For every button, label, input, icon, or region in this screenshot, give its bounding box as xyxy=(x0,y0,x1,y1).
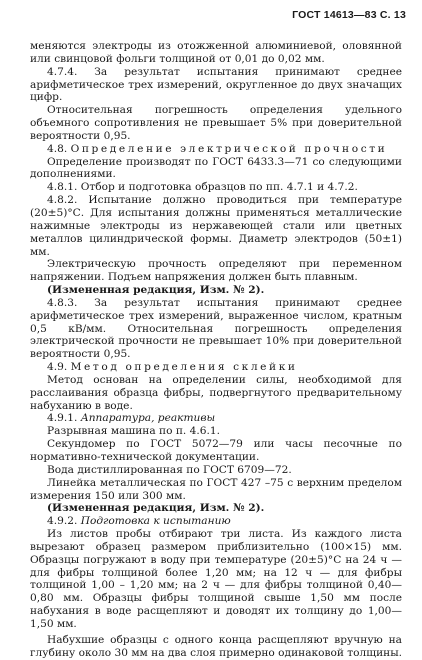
section-heading xyxy=(30,361,402,374)
paragraph: Метод основан на определении силы, необходимой для расслаивания образца фибры, подвергнутого предварительному набуханию в воде. xyxy=(30,373,402,412)
paragraph: Разрывная машина по п. 4.6.1. xyxy=(47,425,220,438)
amendment-note: (Измененная редакция, Изм. № 2). xyxy=(47,502,265,515)
document-body xyxy=(30,40,402,660)
subsection-title: Аппаратура, реактивы xyxy=(80,412,216,425)
paragraph: Вода дистиллированная по ГОСТ 6709—72. xyxy=(47,463,292,476)
subsection-number: 4.9.1. xyxy=(47,412,78,425)
paragraph: Определение производят по ГОСТ 6433.3—71 со следующими дополнениями. xyxy=(30,155,402,181)
paragraph: Электрическую прочность определяют при переменном напряжении. Подъем напряжения должен быть плавным. xyxy=(30,258,402,284)
standard-code: ГОСТ 14613—83 xyxy=(292,9,377,21)
paragraph: 4.8.3. За результат испытания принимают среднее арифметическое трех измерений, выраженное числом, кратным 0,5 кВ/мм. Относительная погрешность определения электрической прочности не превышает 10% при доверительной вероятности 0,95. xyxy=(30,296,402,361)
page-number: С. 13 xyxy=(379,9,406,21)
paragraph: 4.7.4. За результат испытания принимают среднее арифметическое трех измерений, округленное до двух значащих цифр. xyxy=(30,65,402,104)
paragraph: Из листов пробы отбирают три листа. Из каждого листа вырезают образец размером приблизительно (100×15) мм. Образцы погружают в воду при температуре (20±5)°С на 24 ч — для фибры толщиной более 1,20 мм; на 12 ч — для фибры толщиной 1,00 – 1,20 мм; на 2 ч — для фибры толщиной 0,40—0,80 мм. Образцы фибры толщиной свыше 1,50 мм после набухания в воде расщепляют и доводят их толщину до 1,00—1,50 мм. xyxy=(30,528,402,630)
section-number: 4.8. xyxy=(47,142,68,155)
paragraph: Линейка металлическая по ГОСТ 427 –75 с верхним пределом измерения 150 или 300 мм. xyxy=(30,476,402,502)
subsection-title: Подготовка к испытанию xyxy=(80,515,231,528)
paragraph: Набухшие образцы с одного конца расщепляют вручную на глубину около 30 мм на два слоя примерно одинаковой толщины. xyxy=(30,633,403,659)
subsection-number: 4.9.2. xyxy=(47,515,78,528)
paragraph: 4.8.1. Отбор и подготовка образцов по пп. 4.7.1 и 4.7.2. xyxy=(47,181,358,194)
paragraph: Относительная погрешность определения удельного объемного сопротивления не превышает 5% при доверительной вероятности 0,95. xyxy=(30,104,402,142)
page-header xyxy=(292,9,406,21)
subsection-heading xyxy=(30,515,402,528)
section-heading xyxy=(30,143,402,156)
paragraph: Секундомер по ГОСТ 5072—79 или часы песочные по нормативно-технической документации. xyxy=(30,438,402,463)
section-number: 4.9. xyxy=(47,361,68,374)
section-title: Метод определения склейки xyxy=(70,361,298,374)
amendment-note: (Измененная редакция, Изм. № 2). xyxy=(47,284,265,297)
section-title: Определение электрической прочности xyxy=(70,142,388,155)
subsection-heading xyxy=(30,412,402,425)
paragraph: 4.8.2. Испытание должно проводиться при температуре (20±5)°С. Для испытания должны применяться металлические нажимные электроды из нержавеющей стали или цветных металлов цилиндрической формы. Диаметр электродов (50±1) мм. xyxy=(30,194,402,258)
paragraph: меняются электроды из отожженной алюминиевой, оловянной или свинцовой фольги толщиной от 0,01 до 0,02 мм. xyxy=(30,40,402,65)
